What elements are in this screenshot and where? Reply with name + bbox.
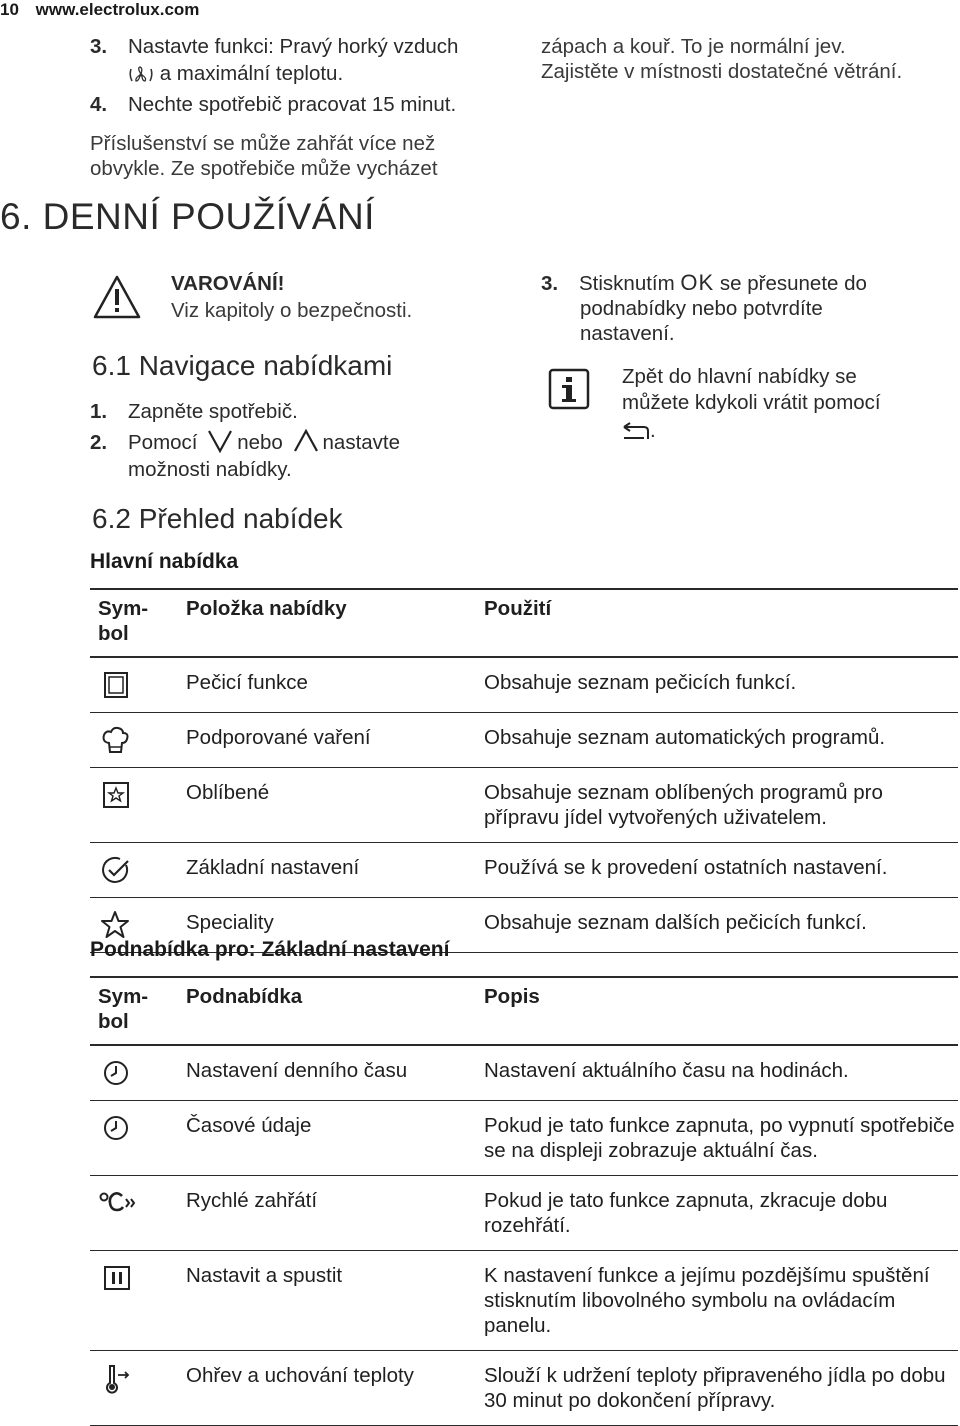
section-6-1-title: 6.1 Navigace nabídkami <box>92 350 393 381</box>
step-text: Pomocí <box>128 431 198 454</box>
page-header <box>0 0 199 20</box>
menu-item-use: Obsahuje seznam pečicích funkcí. <box>484 657 958 713</box>
table-row <box>90 1176 958 1251</box>
submenu-item-name: Rychlé zahřátí <box>186 1176 484 1251</box>
table-row <box>90 713 958 768</box>
nav-step-3-line2: podnabídky nebo potvrdíte <box>580 297 823 320</box>
step-text: Nastavte funkci: Pravý horký vzduch <box>128 35 459 58</box>
table-row <box>90 657 958 713</box>
submenu-item-name: Časové údaje <box>186 1101 484 1176</box>
right-line-2: Zajistěte v místnosti dostatečné větrání. <box>541 60 903 83</box>
nav-step-3-line3: nastavení. <box>580 322 675 345</box>
header-desc: Popis <box>484 977 958 1045</box>
menu-item-name: Speciality <box>186 898 484 953</box>
header-submenu: Podnabídka <box>186 977 484 1045</box>
table-row <box>90 1101 958 1176</box>
step-text: Stisknutím <box>579 272 675 295</box>
submenu-item-desc: Pokud je tato funkce zapnuta, zkracuje dobu rozehřátí. <box>484 1176 958 1251</box>
info-line-3 <box>622 418 656 443</box>
menu-item-use: Obsahuje seznam automatických programů. <box>484 713 958 768</box>
table-header-row <box>90 589 958 657</box>
oven-function-icon <box>98 670 132 700</box>
step-number: 2. <box>90 431 108 454</box>
header-item: Položka nabídky <box>186 589 484 657</box>
menu-item-name: Oblíbené <box>186 768 484 843</box>
submenu-item-name: Nastavení denního času <box>186 1045 484 1101</box>
header-use: Použití <box>484 589 958 657</box>
menu-item-use: Obsahuje seznam oblíbených programů pro přípravu jídel vytvořených uživatelem. <box>484 768 958 843</box>
submenu-item-name: Ohřev a uchování teploty <box>186 1351 484 1426</box>
step-number: 3. <box>90 35 108 58</box>
table-row <box>90 843 958 898</box>
table-row <box>90 1351 958 1426</box>
step-number: 3. <box>541 272 559 295</box>
header-label: Sym- bol <box>98 597 149 645</box>
nav-step-1 <box>90 399 298 424</box>
symbol-cell <box>90 657 186 713</box>
table-row <box>90 768 958 843</box>
step-3-fan <box>90 34 458 59</box>
favorite-box-icon <box>98 780 132 810</box>
step-text: nastavte <box>322 431 401 454</box>
clock-icon <box>98 1058 132 1088</box>
section-6-title: 6. DENNÍ POUŽÍVÁNÍ <box>0 196 375 237</box>
header-symbol <box>90 589 186 657</box>
symbol-cell <box>90 713 186 768</box>
page-number: 10 <box>0 0 19 19</box>
fan-icon <box>128 64 154 86</box>
warning-label: VAROVÁNÍ! <box>171 272 285 295</box>
note-line-2: obvykle. Ze spotřebiče může vycházet <box>90 157 438 180</box>
symbol-cell <box>90 1045 186 1101</box>
warning-title <box>171 271 285 296</box>
main-menu-title: Hlavní nabídka <box>90 550 239 573</box>
star-icon <box>98 910 132 940</box>
menu-item-name: Pečicí funkce <box>186 657 484 713</box>
info-line-2: můžete kdykoli vrátit pomocí <box>622 391 881 414</box>
step-text: Zapněte spotřebič. <box>128 400 298 423</box>
chevron-up-icon <box>293 429 319 453</box>
chef-hat-icon <box>98 725 132 755</box>
nav-step-2-line2: možnosti nabídky. <box>128 458 292 481</box>
header-symbol <box>90 977 186 1045</box>
step-text: se přesunete do <box>719 272 867 295</box>
symbol-cell <box>90 768 186 843</box>
menu-item-name: Podporované vaření <box>186 713 484 768</box>
ok-key: OK <box>680 270 715 295</box>
keep-warm-icon <box>98 1363 132 1395</box>
step-3-line2 <box>128 61 343 86</box>
pause-box-icon <box>98 1263 132 1293</box>
table-row <box>90 1045 958 1101</box>
submenu-item-name: Nastavit a spustit <box>186 1251 484 1351</box>
note-line-1: Příslušenství se může zahřát více než <box>90 132 436 155</box>
checkmark-circle-icon <box>98 855 132 885</box>
table-header-row <box>90 977 958 1045</box>
step-number: 4. <box>90 93 108 116</box>
clock-icon <box>98 1113 132 1143</box>
info-icon <box>548 368 590 410</box>
right-line-1: zápach a kouř. To je normální jev. <box>541 35 846 58</box>
menu-item-name: Základní nastavení <box>186 843 484 898</box>
main-menu-table <box>90 588 958 953</box>
step-4 <box>90 92 456 117</box>
section-6-2-title: 6.2 Přehled nabídek <box>92 503 343 534</box>
symbol-cell <box>90 1351 186 1426</box>
menu-item-use: Používá se k provedení ostatních nastavení. <box>484 843 958 898</box>
warning-triangle-icon <box>92 274 142 320</box>
header-label: Sym- bol <box>98 985 149 1033</box>
symbol-cell <box>90 1251 186 1351</box>
warning-text: Viz kapitoly o bezpečnosti. <box>171 299 413 322</box>
submenu-title: Podnabídka pro: Základní nastavení <box>90 938 450 961</box>
submenu-item-desc: Pokud je tato funkce zapnuta, po vypnutí spotřebiče se na displeji zobrazuje aktuální čas. <box>484 1101 958 1176</box>
back-arrow-icon <box>622 421 650 443</box>
info-line-1: Zpět do hlavní nabídky se <box>622 365 857 388</box>
website-url: www.electrolux.com <box>35 0 200 19</box>
nav-step-3 <box>541 270 867 296</box>
nav-step-2 <box>90 430 400 455</box>
submenu-table <box>90 976 958 1426</box>
step-text: nebo <box>237 431 283 454</box>
symbol-cell <box>90 843 186 898</box>
info-suffix: . <box>650 419 656 442</box>
submenu-item-desc: Nastavení aktuálního času na hodinách. <box>484 1045 958 1101</box>
submenu-item-desc: K nastavení funkce a jejímu pozdějšímu spuštění stisknutím libovolného symbolu na ovládacím panelu. <box>484 1251 958 1351</box>
symbol-cell <box>90 1176 186 1251</box>
submenu-item-desc: Slouží k udržení teploty připraveného jídla po dobu 30 minut po dokončení přípravy. <box>484 1351 958 1426</box>
symbol-cell <box>90 1101 186 1176</box>
step-number: 1. <box>90 400 108 423</box>
table-row <box>90 1251 958 1351</box>
step-text: a maximální teplotu. <box>159 62 344 85</box>
step-text: Nechte spotřebič pracovat 15 minut. <box>128 93 457 116</box>
rapid-heat-icon <box>98 1188 138 1218</box>
chevron-down-icon <box>207 429 233 453</box>
menu-item-use: Obsahuje seznam dalších pečicích funkcí. <box>484 898 958 953</box>
